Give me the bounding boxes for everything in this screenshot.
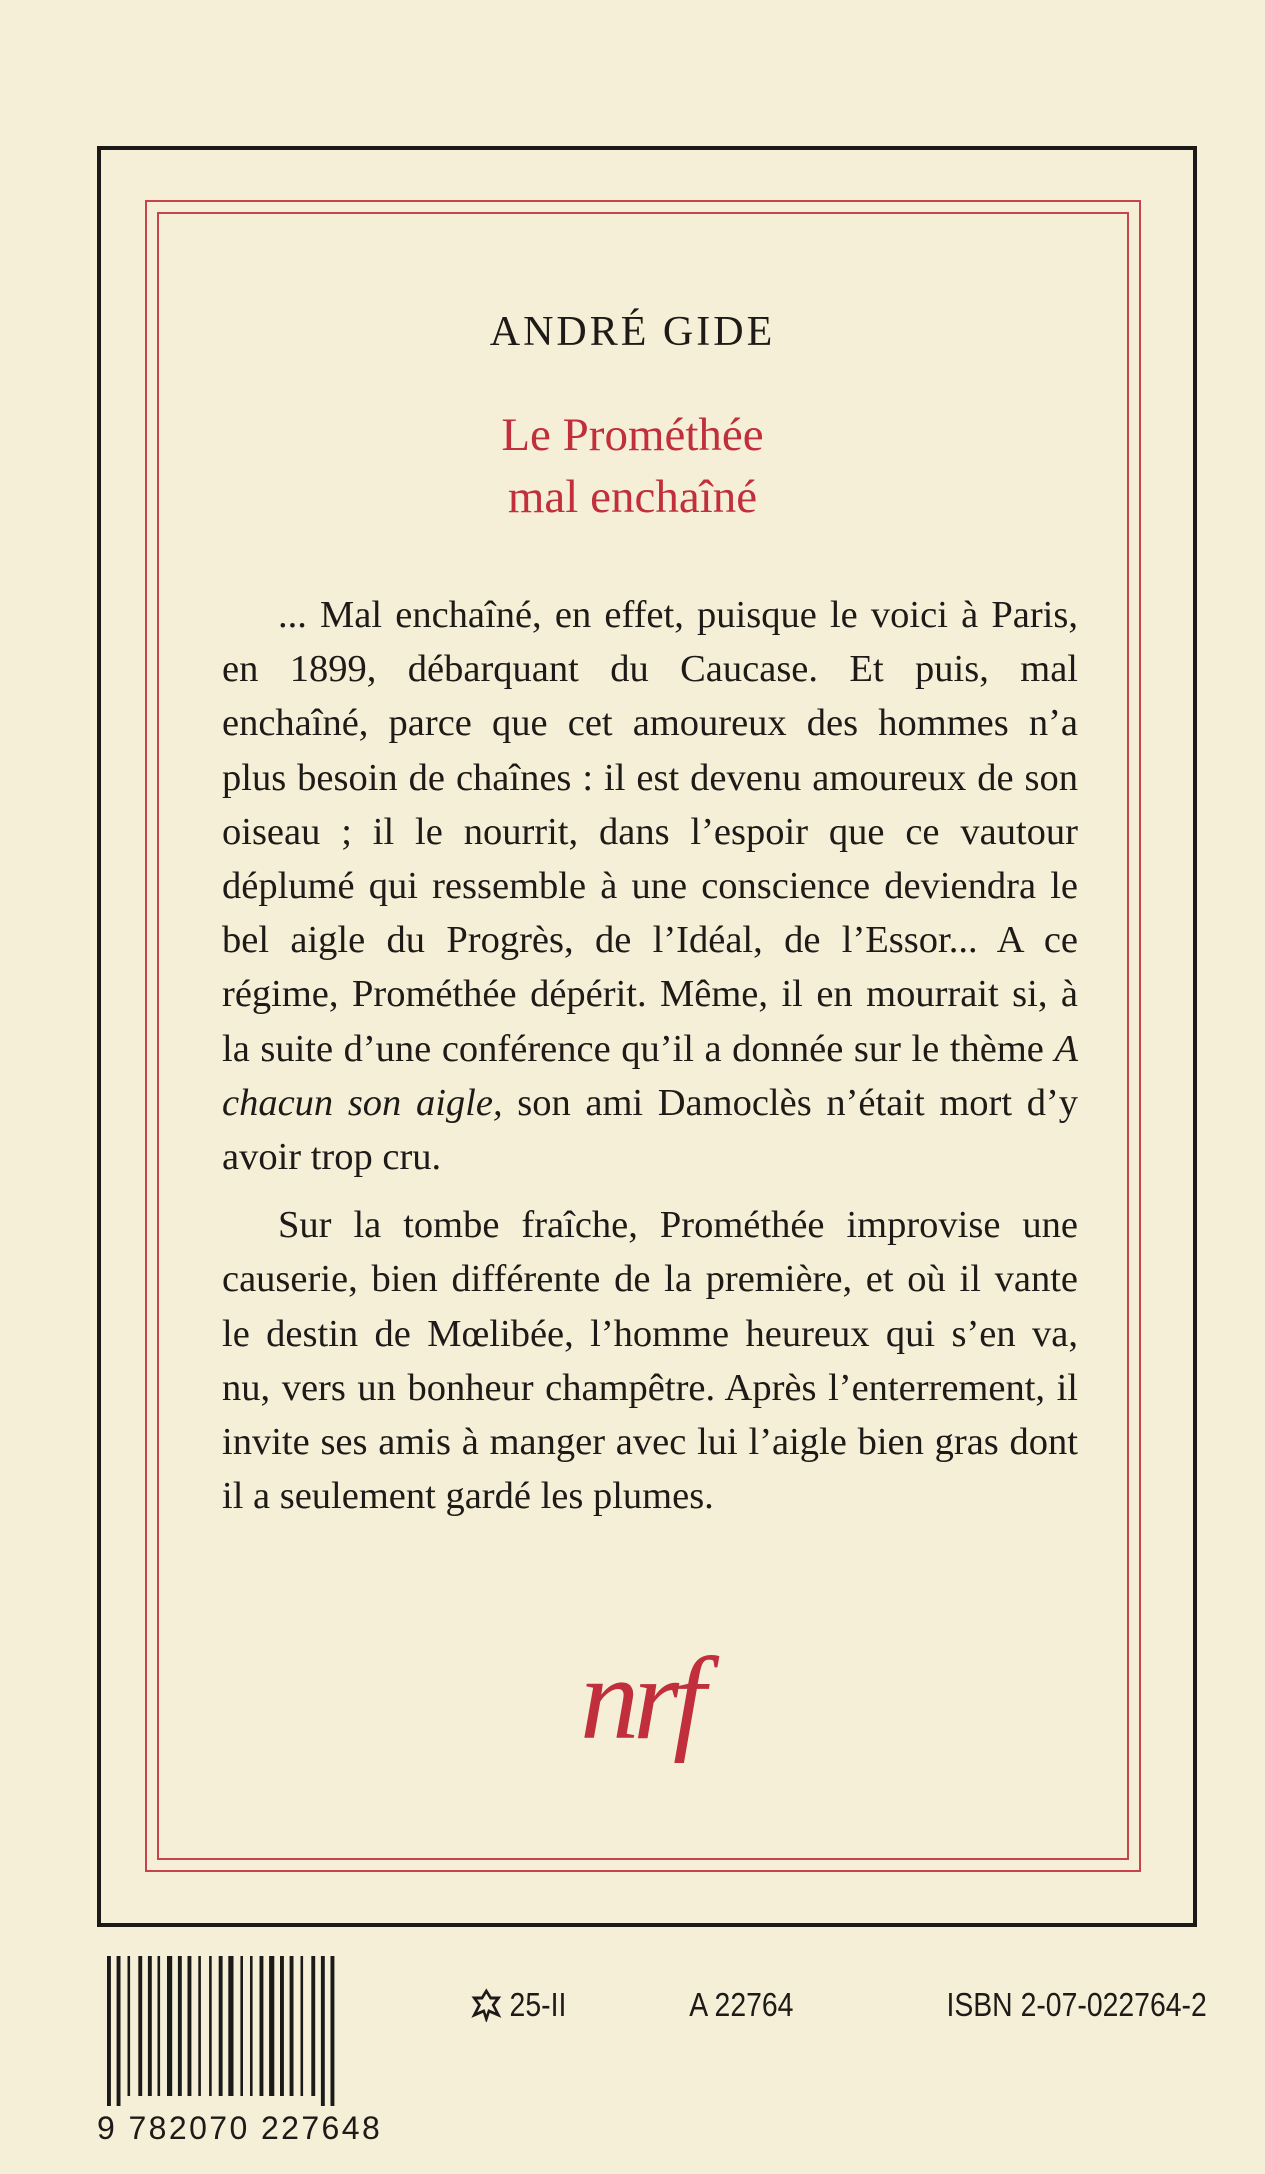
barcode-bar xyxy=(117,1956,121,2106)
blurb-text: son ami Damoclès n’était mort d’y avoir trop cru. xyxy=(222,1081,1079,1179)
barcode-bar xyxy=(250,1956,253,2096)
nrf-logo: nrf xyxy=(580,1633,700,1764)
barcode-bar xyxy=(228,1956,233,2096)
price-code-group xyxy=(470,1986,566,2024)
barcode-bars xyxy=(97,1956,437,2106)
barcode-bar xyxy=(321,1956,325,2106)
title-line-1: Le Prométhée xyxy=(501,409,764,461)
barcode-bar xyxy=(138,1956,142,2096)
catalog-number: A 22764 xyxy=(689,1986,794,2023)
publisher-mark-icon xyxy=(470,1988,503,2022)
book-title xyxy=(0,404,1265,528)
barcode-bar xyxy=(331,1956,335,2106)
barcode-bar xyxy=(167,1956,172,2096)
barcode-bar xyxy=(260,1956,264,2096)
barcode-bar xyxy=(290,1956,294,2096)
blurb-paragraph-2: Sur la tombe fraîche, Prométhée improvise une causerie, bien différente de la première, et où il vante le destin de Mœlibée, l’homme heureux qui s’en va, nu, vers un bonheur champêtre. Après l’enterrement, il invite ses amis à manger avec lui l’aigle bien gras dont il a seulement gardé les plumes. xyxy=(222,1204,1078,1518)
barcode-bar xyxy=(188,1956,192,2096)
barcode-bar xyxy=(280,1956,284,2096)
author-name: ANDRÉ GIDE xyxy=(489,309,776,355)
barcode-bar xyxy=(107,1956,111,2106)
title-line-2: mal enchaîné xyxy=(507,471,758,523)
barcode-bar xyxy=(269,1956,274,2096)
barcode-bar xyxy=(148,1956,152,2096)
barcode-bar xyxy=(311,1956,315,2096)
barcode-bar xyxy=(178,1956,182,2096)
barcode-bar xyxy=(219,1956,223,2096)
barcode-bar xyxy=(198,1956,201,2096)
blurb xyxy=(222,588,1078,1523)
footer-meta xyxy=(470,1986,1207,2030)
barcode-bar xyxy=(158,1956,161,2096)
blurb-paragraph-1 xyxy=(222,588,1078,1184)
barcode-bar xyxy=(209,1956,212,2096)
barcode-bar xyxy=(128,1956,131,2096)
blurb-text: ... Mal enchaîné, en effet, puisque le voici à Paris, en 1899, débarquant du Caucase. Et puis, mal enchaîné, parce que cet amoureux des hommes n’a plus besoin de chaînes : il est devenu amoureux de son oiseau ; il le nourrit, dans l’espoir que ce vautour déplumé qui ressemble à une conscience deviendra le bel aigle du Progrès, de l’Idéal, de l’Essor... A ce régime, Prométhée dépérit. Même, il en mourrait si, à la suite d’une conférence qu’il a donnée sur le thème xyxy=(222,594,1078,1070)
barcode-bar xyxy=(240,1956,243,2096)
price-code: 25-II xyxy=(509,1986,567,2023)
barcode-bar xyxy=(301,1956,304,2096)
blurb-italic-title: A chacun son aigle, xyxy=(222,1027,1078,1124)
barcode-number: 9 782070 227648 xyxy=(97,2110,383,2146)
isbn: ISBN 2-07-022764-2 xyxy=(946,1986,1207,2023)
